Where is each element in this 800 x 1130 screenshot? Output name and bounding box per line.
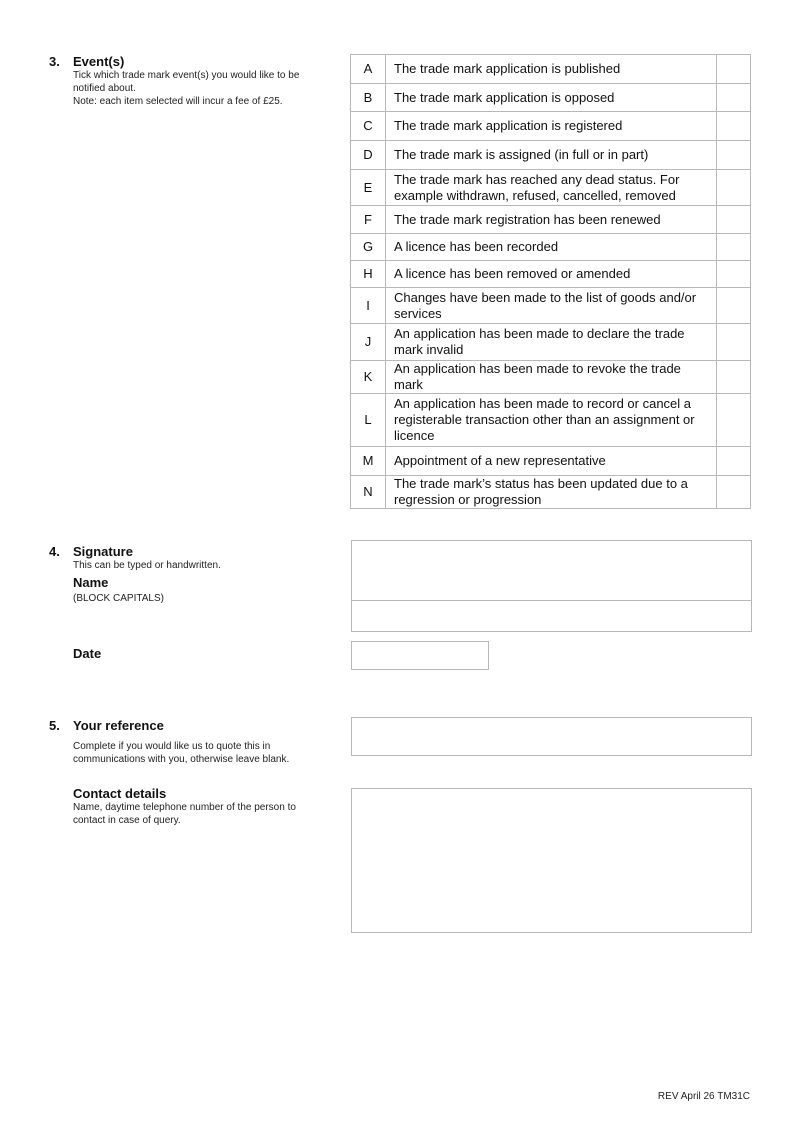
event-description: An application has been made to record or cancel a registerable transaction other than an assignment or licence	[386, 394, 717, 447]
event-letter: E	[351, 170, 386, 206]
event-letter: K	[351, 361, 386, 394]
section-3-note: Note: each item selected will incur a fee of £25.	[73, 96, 283, 107]
event-tick-box[interactable]	[717, 112, 751, 141]
name-hint: (BLOCK CAPITALS)	[73, 593, 164, 604]
name-label: Name	[73, 575, 109, 590]
event-letter: A	[351, 55, 386, 84]
event-description: The trade mark application is registered	[386, 112, 717, 141]
event-tick-box[interactable]	[717, 170, 751, 206]
section-3-instruction: Tick which trade mark event(s) you would like to be notified about.	[73, 70, 300, 94]
event-tick-box[interactable]	[717, 84, 751, 112]
contact-details-hint: Name, daytime telephone number of the person to contact in case of query.	[73, 802, 296, 826]
event-row	[351, 324, 751, 361]
event-letter: H	[351, 261, 386, 288]
section-3-title: Event(s)	[73, 54, 125, 69]
event-row	[351, 361, 751, 394]
events-table	[350, 54, 751, 509]
event-description: An application has been made to declare the trade mark invalid	[386, 324, 717, 361]
contact-details-field[interactable]	[351, 788, 752, 933]
form-revision-footer: REV April 26 TM31C	[657, 1091, 750, 1102]
event-description: An application has been made to revoke the trade mark	[386, 361, 717, 394]
section-3-number: 3.	[49, 54, 60, 69]
event-description: The trade mark has reached any dead status. For example withdrawn, refused, cancelled, removed	[386, 170, 717, 206]
event-row	[351, 394, 751, 447]
event-tick-box[interactable]	[717, 206, 751, 234]
events-table-body	[351, 55, 751, 509]
event-letter: B	[351, 84, 386, 112]
event-letter: I	[351, 288, 386, 324]
section-5-title: Your reference	[73, 718, 164, 733]
reference-hint: Complete if you would like us to quote this in communications with you, otherwise leave blank.	[73, 741, 290, 765]
event-description: Appointment of a new representative	[386, 447, 717, 476]
event-row	[351, 141, 751, 170]
event-description: The trade mark’s status has been updated due to a regression or progression	[386, 476, 717, 509]
event-description: Changes have been made to the list of goods and/or services	[386, 288, 717, 324]
event-letter: N	[351, 476, 386, 509]
event-tick-box[interactable]	[717, 288, 751, 324]
event-description: A licence has been recorded	[386, 234, 717, 261]
event-row	[351, 476, 751, 509]
event-description: The trade mark registration has been renewed	[386, 206, 717, 234]
event-letter: M	[351, 447, 386, 476]
event-row	[351, 112, 751, 141]
event-tick-box[interactable]	[717, 361, 751, 394]
event-description: A licence has been removed or amended	[386, 261, 717, 288]
event-row	[351, 55, 751, 84]
event-row	[351, 447, 751, 476]
event-row	[351, 288, 751, 324]
contact-details-title: Contact details	[73, 786, 167, 801]
event-tick-box[interactable]	[717, 234, 751, 261]
event-row	[351, 261, 751, 288]
signature-field[interactable]	[351, 540, 752, 601]
section-4-title: Signature	[73, 544, 133, 559]
event-tick-box[interactable]	[717, 324, 751, 361]
event-tick-box[interactable]	[717, 55, 751, 84]
event-letter: L	[351, 394, 386, 447]
section-4-subtitle: This can be typed or handwritten.	[73, 560, 221, 571]
date-field[interactable]	[351, 641, 489, 670]
section-5-number: 5.	[49, 718, 60, 733]
event-row	[351, 206, 751, 234]
reference-field[interactable]	[351, 717, 752, 756]
event-row	[351, 84, 751, 112]
event-letter: F	[351, 206, 386, 234]
event-description: The trade mark application is published	[386, 55, 717, 84]
date-label: Date	[73, 646, 102, 661]
event-tick-box[interactable]	[717, 394, 751, 447]
event-tick-box[interactable]	[717, 141, 751, 170]
event-row	[351, 234, 751, 261]
section-4-number: 4.	[49, 544, 60, 559]
event-letter: G	[351, 234, 386, 261]
event-description: The trade mark is assigned (in full or in part)	[386, 141, 717, 170]
event-tick-box[interactable]	[717, 447, 751, 476]
name-field[interactable]	[351, 600, 752, 632]
event-row	[351, 170, 751, 206]
event-letter: J	[351, 324, 386, 361]
event-tick-box[interactable]	[717, 261, 751, 288]
event-letter: C	[351, 112, 386, 141]
event-description: The trade mark application is opposed	[386, 84, 717, 112]
event-tick-box[interactable]	[717, 476, 751, 509]
event-letter: D	[351, 141, 386, 170]
